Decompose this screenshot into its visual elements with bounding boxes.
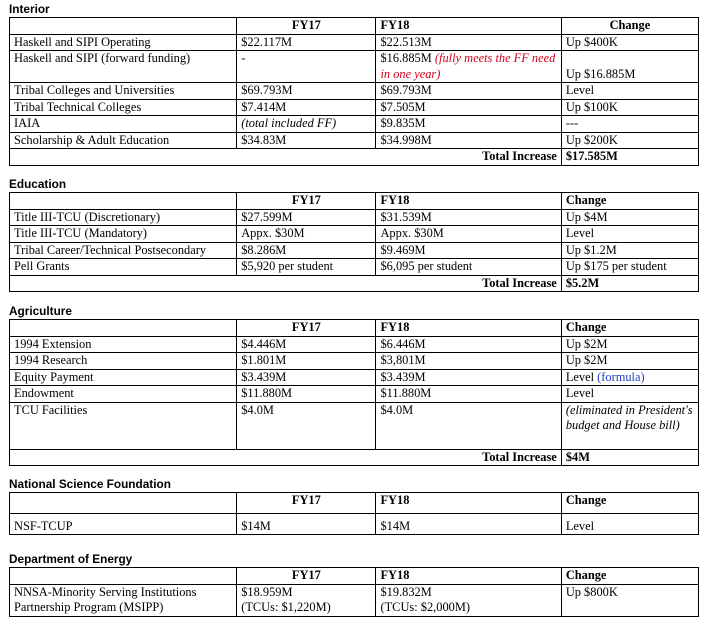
total-value: $17.585M [561,149,698,166]
section-title-doe: Department of Energy [9,552,133,566]
row-fy17: $4.0M [237,402,376,449]
row-fy18: $34.998M [376,132,561,149]
row-name: NNSA-Minority Serving Institutions Partnership Program (MSIPP) [10,584,237,616]
row-name: IAIA [10,116,237,133]
table-row [10,116,699,133]
header-blank [10,18,237,35]
nsf-table [9,492,699,535]
table-row [10,99,699,116]
row-change: Level [561,83,698,100]
row-name: Title III-TCU (Mandatory) [10,226,237,243]
table-row [10,353,699,370]
row-fy18: Appx. $30M [376,226,561,243]
row-fy18: $22.513M [376,34,561,51]
header-row [10,18,699,35]
row-fy17: $7.414M [237,99,376,116]
total-row [10,149,699,166]
header-row [10,493,699,514]
section-title-interior: Interior [9,2,50,16]
row-change: --- [561,116,698,133]
row-change: Up $400K [561,34,698,51]
table-row [10,259,699,276]
table-row [10,226,699,243]
table-row [10,209,699,226]
header-blank [10,493,237,514]
row-name: NSF-TCUP [10,514,237,535]
header-blank [10,193,237,210]
section-title-nsf: National Science Foundation [9,477,171,491]
header-change: Change [561,493,698,514]
row-fy18: $4.0M [376,402,561,449]
row-fy18: $14M [376,514,561,535]
header-fy17: FY17 [237,568,376,585]
table-row [10,386,699,403]
row-change: Level [561,386,698,403]
header-fy17: FY17 [237,18,376,35]
total-label: Total Increase [10,275,562,292]
row-fy17: $4.446M [237,336,376,353]
row-fy18: $3.439M [376,369,561,386]
change-note: (formula) [597,369,645,384]
row-name: Haskell and SIPI (forward funding) [10,51,237,83]
row-fy17: (total included FF) [237,116,376,133]
header-row [10,320,699,337]
row-change: Level [561,514,698,535]
row-fy18: $11.880M [376,386,561,403]
row-name: Tribal Career/Technical Postsecondary [10,242,237,259]
row-fy18: $6,095 per student [376,259,561,276]
row-fy17: $14M [237,514,376,535]
row-fy17: $8.286M [237,242,376,259]
header-change: Change [561,18,698,35]
table-row [10,402,699,449]
total-row [10,275,699,292]
row-name: 1994 Research [10,353,237,370]
row-change: Up $100K [561,99,698,116]
row-name: TCU Facilities [10,402,237,449]
header-blank [10,320,237,337]
total-value: $4M [561,449,698,466]
header-fy18: FY18 [376,193,561,210]
table-row [10,242,699,259]
row-fy18: $9.469M [376,242,561,259]
row-fy17: $22.117M [237,34,376,51]
total-label: Total Increase [10,449,562,466]
row-fy17: $27.599M [237,209,376,226]
row-change: Level [561,226,698,243]
change-value: Level [565,369,595,384]
total-value: $5.2M [561,275,698,292]
fy17-sub: (TCUs: $1,220M) [241,600,331,614]
row-fy17: $3.439M [237,369,376,386]
header-row [10,193,699,210]
header-fy17: FY17 [237,320,376,337]
row-name: Tribal Colleges and Universities [10,83,237,100]
row-fy18 [376,584,561,616]
row-change: Up $175 per student [561,259,698,276]
row-fy17: $11.880M [237,386,376,403]
total-row [10,449,699,466]
fy18-note: (fully meets the FF need in one year) [380,51,556,81]
row-change: Up $1.2M [561,242,698,259]
table-row [10,336,699,353]
row-name: Equity Payment [10,369,237,386]
row-fy17: $34.83M [237,132,376,149]
fy18-value: $16.885M [380,51,432,65]
row-name: 1994 Extension [10,336,237,353]
table-row [10,369,699,386]
table-row [10,514,699,535]
table-row [10,132,699,149]
header-fy18: FY18 [376,18,561,35]
row-fy18: $3,801M [376,353,561,370]
header-blank [10,568,237,585]
row-fy17: Appx. $30M [237,226,376,243]
row-fy17 [237,584,376,616]
row-name: Title III-TCU (Discretionary) [10,209,237,226]
section-title-agriculture: Agriculture [9,304,72,318]
header-change: Change [561,320,698,337]
row-fy17: $1.801M [237,353,376,370]
row-name: Scholarship & Adult Education [10,132,237,149]
row-fy18: $7.505M [376,99,561,116]
section-title-education: Education [9,177,67,191]
row-change [561,369,698,386]
header-fy18: FY18 [376,568,561,585]
row-fy18: $9.835M [376,116,561,133]
header-fy18: FY18 [376,320,561,337]
row-change: (eliminated in President's budget and House bill) [561,402,698,449]
row-name: Tribal Technical Colleges [10,99,237,116]
row-fy18 [376,51,561,83]
table-row [10,83,699,100]
header-row [10,568,699,585]
row-fy18: $6.446M [376,336,561,353]
table-row [10,51,699,83]
row-fy17: - [237,51,376,83]
fy18-sub: (TCUs: $2,000M) [380,600,470,614]
table-row [10,34,699,51]
total-label: Total Increase [10,149,562,166]
header-change: Change [561,568,698,585]
row-fy17: $69.793M [237,83,376,100]
row-change: Up $200K [561,132,698,149]
fy17-value: $18.959M [241,584,293,599]
table-row [10,584,699,616]
row-fy18: $31.539M [376,209,561,226]
row-fy17: $5,920 per student [237,259,376,276]
header-fy17: FY17 [237,193,376,210]
fy18-value: $19.832M [380,584,432,599]
row-change: Up $2M [561,353,698,370]
row-change: Up $4M [561,209,698,226]
row-name: Haskell and SIPI Operating [10,34,237,51]
agriculture-table [9,319,699,466]
row-name: Endowment [10,386,237,403]
interior-table [9,17,699,166]
row-fy18: $69.793M [376,83,561,100]
doe-table [9,567,699,617]
header-change: Change [561,193,698,210]
row-change: Up $2M [561,336,698,353]
header-fy18: FY18 [376,493,561,514]
row-change: Up $800K [561,584,698,616]
header-fy17: FY17 [237,493,376,514]
row-change: Up $16.885M [561,51,698,83]
row-name: Pell Grants [10,259,237,276]
education-table [9,192,699,292]
